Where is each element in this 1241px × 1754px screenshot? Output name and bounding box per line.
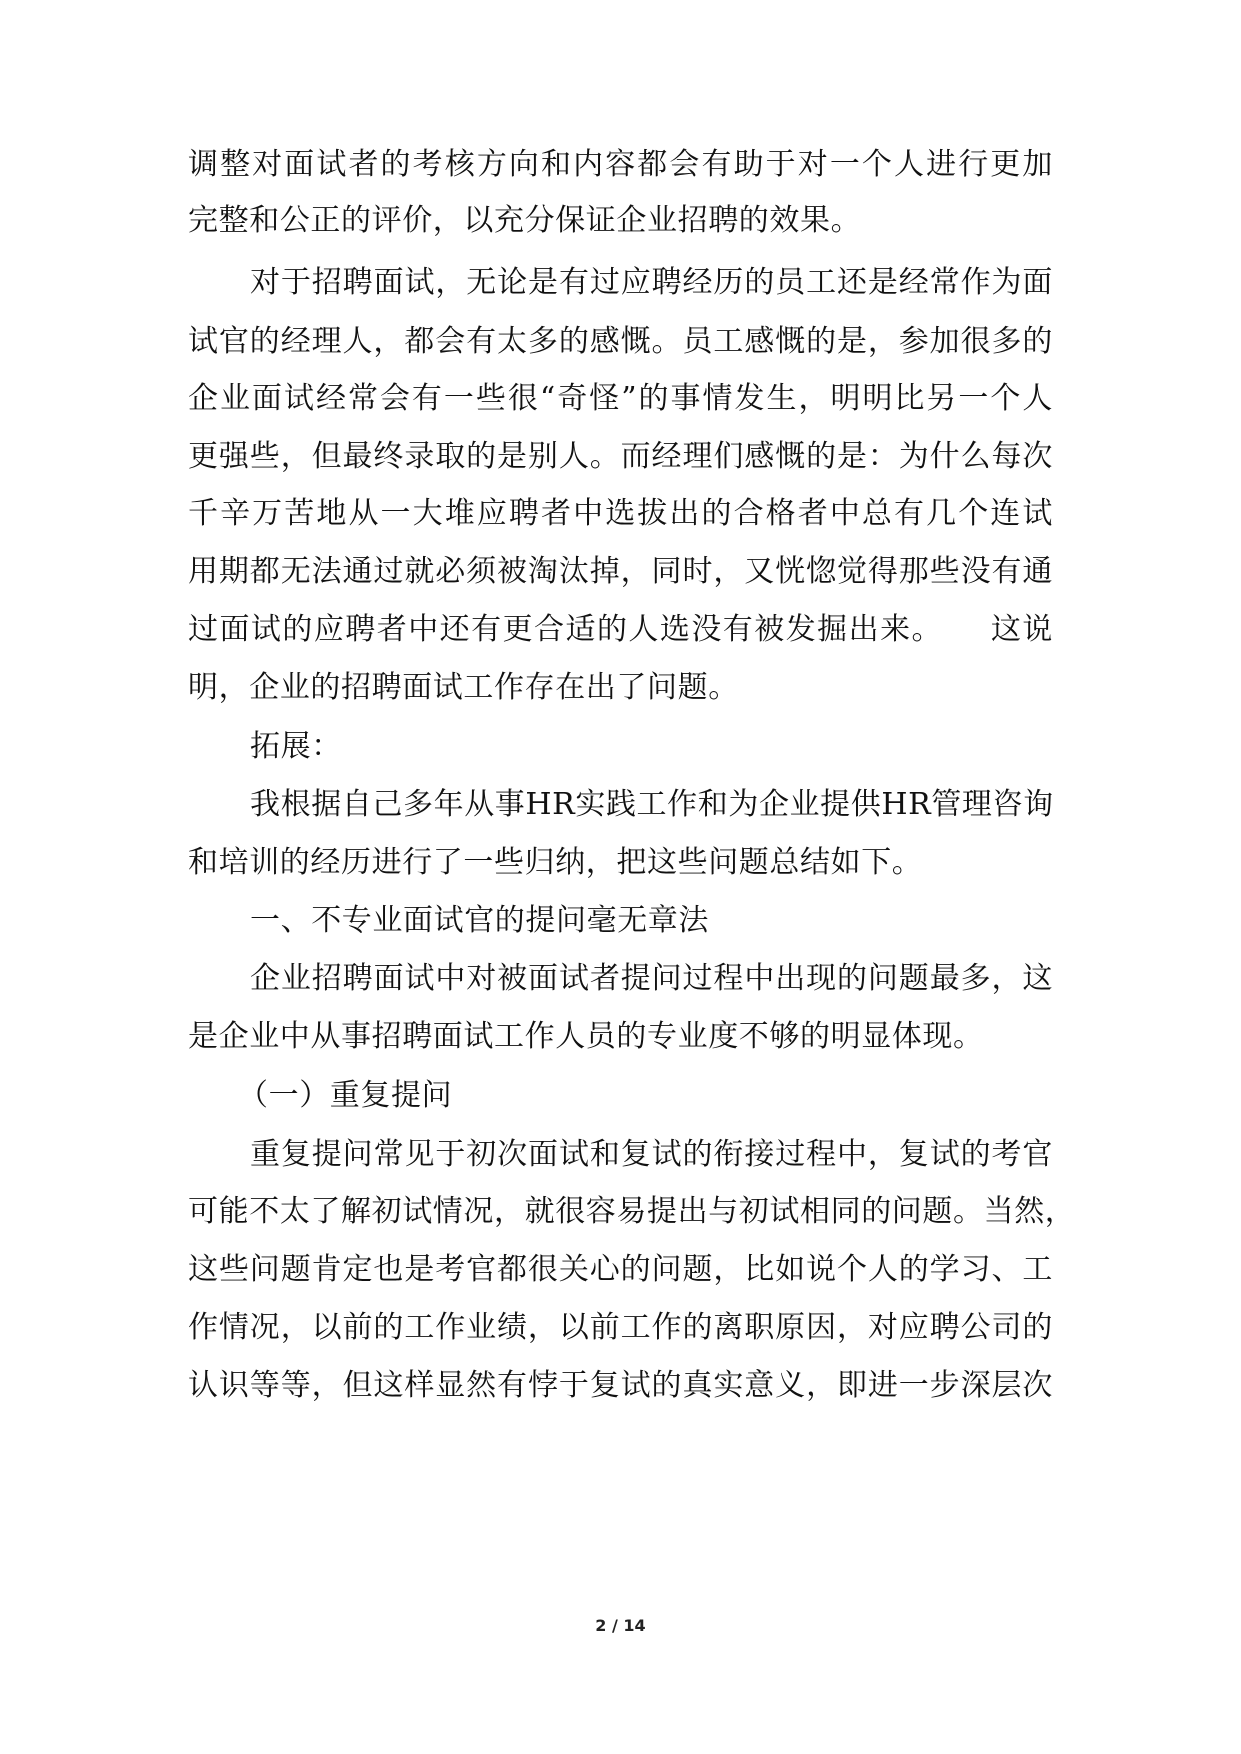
paragraph-line: 我根据自己多年从事HR实践工作和为企业提供HR管理咨询 [250,787,1054,822]
paragraph-line: 企业面试经常会有一些很“奇怪”的事情发生，明明比另一个人 [188,381,1053,416]
section-label: 拓展： [250,729,342,764]
paragraph-line: 认识等等，但这样显然有悖于复试的真实意义，即进一步深层次 [188,1368,1053,1403]
paragraph-line: 企业招聘面试中对被面试者提问过程中出现的问题最多，这 [250,961,1053,996]
paragraph-line: 是企业中从事招聘面试工作人员的专业度不够的明显体现。 [188,1019,984,1054]
paragraph-line: 可能不太了解初试情况，就很容易提出与初试相同的问题。当然， [188,1194,1076,1229]
paragraph-line: 完整和公正的评价，以充分保证企业招聘的效果。 [188,203,862,238]
paragraph-line: 明，企业的招聘面试工作存在出了问题。 [188,670,739,705]
paragraph-line: 作情况，以前的工作业绩，以前工作的离职原因，对应聘公司的 [188,1310,1053,1345]
paragraph-line: 更强些，但最终录取的是别人。而经理们感慨的是：为什么每次 [188,439,1053,474]
paragraph-line: 这些问题肯定也是考官都很关心的问题，比如说个人的学习、工 [188,1252,1053,1287]
page-number: 2 / 14 [595,1616,646,1635]
paragraph-line: 对于招聘面试，无论是有过应聘经历的员工还是经常作为面 [250,265,1053,300]
paragraph-line: 和培训的经历进行了一些归纳，把这些问题总结如下。 [188,845,923,880]
paragraph-line: 用期都无法通过就必须被淘汰掉，同时，又恍惚觉得那些没有通 [188,554,1053,589]
paragraph-line: 千辛万苦地从一大堆应聘者中选拔出的合格者中总有几个连试 [188,496,1053,531]
paragraph-line: 过面试的应聘者中还有更合适的人选没有被发掘出来。 这说 [188,612,1053,647]
section-heading: 一、不专业面试官的提问毫无章法 [250,903,709,938]
paragraph-line: 调整对面试者的考核方向和内容都会有助于对一个人进行更加 [188,147,1053,182]
paragraph-line: 试官的经理人，都会有太多的感慨。员工感慨的是，参加很多的 [188,324,1053,359]
paragraph-line: 重复提问常见于初次面试和复试的衔接过程中，复试的考官 [250,1137,1053,1172]
subsection-heading: （一）重复提问 [238,1078,453,1113]
